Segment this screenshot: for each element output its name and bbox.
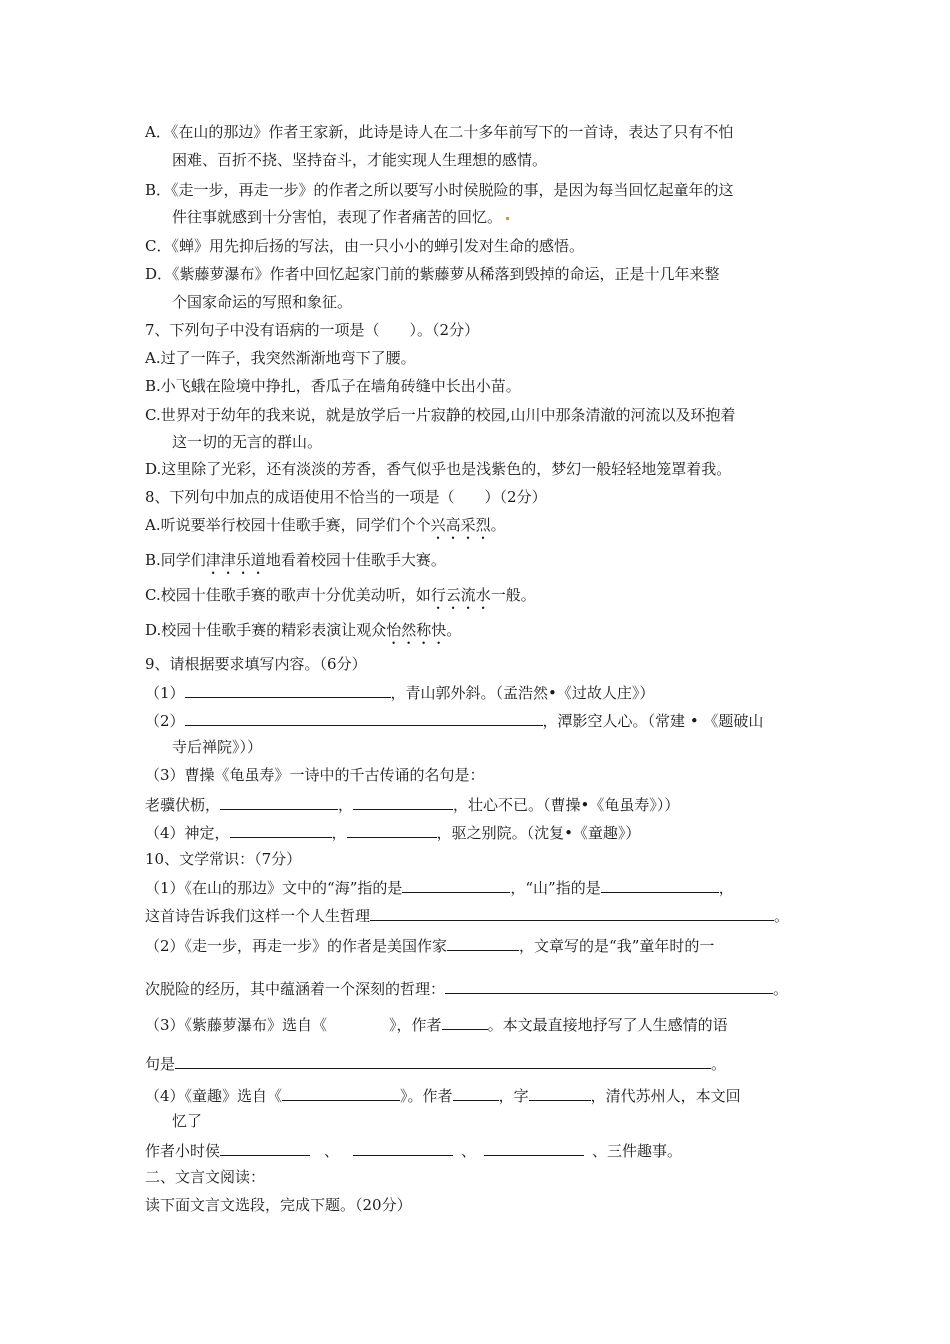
q9-p1-text: ，青山郭外斜。（孟浩然•《过故人庄》） bbox=[390, 684, 655, 702]
q8-c-text: C.校园十佳歌手赛的歌声十分优美动听，如 bbox=[145, 586, 431, 604]
q10-part1 bbox=[145, 876, 734, 898]
q9-p3-blank1[interactable] bbox=[220, 793, 338, 810]
q9-p3-end: ，壮心不已。（曹操•《龟虽寿》）） bbox=[453, 796, 680, 814]
q6-option-b-text: 件往事就感到十分害怕，表现了作者痛苦的回忆。 bbox=[172, 208, 503, 226]
q9-p1-number: （1） bbox=[145, 684, 185, 702]
q6-option-a-line2: 困难、百折不挠、坚持奋斗，才能实现人生理想的感情。 bbox=[172, 151, 548, 169]
q8-d-text: D.校园十佳歌手赛的精彩表演让观众 bbox=[145, 621, 387, 639]
q8-b-idiom: 津津乐道 bbox=[205, 551, 266, 569]
q10-p4-mid1: 》。作者 bbox=[400, 1087, 453, 1105]
q8-a-text: A.听说要举行校园十佳歌手赛，同学们个个 bbox=[145, 516, 431, 534]
q10-p4b-blank2[interactable] bbox=[353, 1139, 453, 1156]
q7-option-d: D.这里除了光彩，还有淡淡的芳香，香气似乎也是浅紫色的，梦幻一般轻轻地笼罩着我。 bbox=[145, 460, 732, 478]
q9-p4-blank2[interactable] bbox=[347, 821, 437, 838]
q10-part2b bbox=[145, 977, 788, 999]
q8-d-end: 。 bbox=[446, 621, 462, 639]
q9-part4 bbox=[145, 821, 640, 843]
q10-p4b-sep1: 、 bbox=[324, 1142, 340, 1160]
q10-p4-text: （4）《童趣》选自《 bbox=[145, 1087, 283, 1105]
q9-p4-blank1[interactable] bbox=[230, 821, 332, 838]
q8-a-end: 。 bbox=[490, 516, 506, 534]
q10-p4-blank1[interactable] bbox=[282, 1084, 400, 1101]
q6-option-c: C．《蝉》用先抑后扬的写法，由一只小小的蝉引发对生命的感悟。 bbox=[145, 237, 584, 255]
q9-part3-stem: （3）曹操《龟虽寿》一诗中的千古传诵的名句是： bbox=[145, 766, 485, 784]
q10-p4b-text: 作者小时侯 bbox=[145, 1142, 221, 1160]
q8-d-idiom: 怡然称快 bbox=[386, 621, 447, 639]
q9-stem: 9、请根据要求填写内容。（6分） bbox=[145, 655, 367, 673]
q8-c-idiom: 行云流水 bbox=[430, 586, 491, 604]
q9-p3-comma: ， bbox=[338, 796, 354, 814]
q10-p1-blank1[interactable] bbox=[402, 876, 510, 893]
q10-part1b bbox=[145, 904, 789, 926]
q9-part1 bbox=[145, 681, 654, 703]
q9-part2 bbox=[145, 709, 763, 731]
q10-p4-blank2[interactable] bbox=[453, 1084, 499, 1101]
q8-stem: 8、下列句中加点的成语使用不恰当的一项是（ ）（2分） bbox=[145, 488, 547, 506]
q10-p4b-end: 、三件趣事。 bbox=[592, 1142, 683, 1160]
q10-p1-text: （1）《在山的那边》文中的“海”指的是 bbox=[145, 879, 403, 897]
q10-p2b-text: 次脱险的经历，其中蕴涵着一个深刻的哲理： bbox=[145, 980, 446, 998]
q10-p4b-sep2: 、 bbox=[461, 1142, 477, 1160]
q8-option-d bbox=[145, 620, 461, 648]
q9-part2-cont: 寺后禅院》）） bbox=[172, 738, 263, 756]
q8-b-text: B.同学们 bbox=[145, 551, 206, 569]
q10-part4b bbox=[145, 1139, 682, 1161]
q10-p1b-text: 这首诗告诉我们这样一个人生哲理 bbox=[145, 907, 371, 925]
q10-part3b bbox=[145, 1052, 726, 1074]
q10-p3b-text: 句是 bbox=[145, 1055, 176, 1073]
q10-p3b-end: 。 bbox=[711, 1055, 727, 1073]
q10-part4-cont: 忆了 bbox=[172, 1112, 203, 1130]
q7-option-c-line1: C.世界对于幼年的我来说，就是放学后一片寂静的校园,山川中那条清澈的河流以及环抱着 bbox=[145, 406, 736, 424]
q10-stem: 10、文学常识：（7分） bbox=[145, 850, 302, 868]
q10-p2-end: ，文章写的是“我”童年时的一 bbox=[519, 937, 715, 955]
q10-part2 bbox=[145, 934, 714, 956]
q6-option-a-line1: A．《在山的那边》作者王家新，此诗是诗人在二十多年前写下的一首诗，表达了只有不怕 bbox=[145, 123, 734, 141]
q6-option-b-line2 bbox=[172, 207, 509, 227]
q10-p3-blank[interactable] bbox=[442, 1013, 488, 1030]
scan-mark bbox=[506, 217, 509, 220]
q8-a-idiom: 兴高采烈 bbox=[430, 516, 491, 534]
q9-p3-text: 老骥伏枥， bbox=[145, 796, 221, 814]
q10-p1b-end: 。 bbox=[774, 907, 790, 925]
q7-option-b: B.小飞蛾在险境中挣扎，香瓜子在墙角砖缝中长出小苗。 bbox=[145, 377, 521, 395]
q7-option-a: A.过了一阵子，我突然渐渐地弯下了腰。 bbox=[145, 349, 416, 367]
q10-p2-blank[interactable] bbox=[447, 934, 519, 951]
q9-p2-blank[interactable] bbox=[185, 709, 543, 726]
q10-p4-blank3[interactable] bbox=[529, 1084, 591, 1101]
q9-p4-comma: ， bbox=[331, 824, 347, 842]
q9-part3 bbox=[145, 793, 679, 815]
section2-title: 二、文言文阅读： bbox=[145, 1168, 266, 1186]
q10-p1-end: ， bbox=[718, 879, 734, 897]
q10-p3-mid: 》，作者 bbox=[389, 1016, 442, 1034]
q10-p4b-blank3[interactable] bbox=[484, 1139, 584, 1156]
q8-option-c bbox=[145, 585, 536, 613]
q10-p4b-blank1[interactable] bbox=[220, 1139, 310, 1156]
q8-c-end: 一般。 bbox=[490, 586, 536, 604]
q9-p2-number: （2） bbox=[145, 712, 185, 730]
q10-p3b-blank[interactable] bbox=[175, 1052, 711, 1069]
q9-p1-blank[interactable] bbox=[185, 681, 391, 698]
q10-part4 bbox=[145, 1084, 741, 1106]
q10-p2b-end: 。 bbox=[773, 980, 789, 998]
q9-p4-text: （4）神定， bbox=[145, 824, 230, 842]
q10-p4-mid2: ，字 bbox=[498, 1087, 529, 1105]
q10-p2-text: （2）《走一步，再走一步》的作者是美国作家 bbox=[145, 937, 448, 955]
q6-option-b-line1: B．《走一步，再走一步》的作者之所以要写小时侯脱险的事，是因为每当回忆起童年的这 bbox=[145, 181, 734, 199]
q10-p1-blank2[interactable] bbox=[601, 876, 719, 893]
q6-option-d-line2: 个国家命运的写照和象征。 bbox=[172, 293, 353, 311]
q9-p4-end: ，驱之别院。（沈复•《童趣》） bbox=[436, 824, 641, 842]
q6-option-d-line1: D．《紫藤萝瀑布》作者中回忆起家门前的紫藤萝从稀落到毁掉的命运，正是十几年来整 bbox=[145, 265, 720, 283]
q7-option-c-line2: 这一切的无言的群山。 bbox=[172, 433, 323, 451]
q10-part3 bbox=[145, 1013, 728, 1035]
q10-p4-end: ，清代苏州人，本文回 bbox=[590, 1087, 741, 1105]
section2-intro: 读下面文言文选段，完成下题。（20分） bbox=[145, 1196, 412, 1214]
q8-option-b bbox=[145, 550, 446, 578]
q10-p2b-blank[interactable] bbox=[445, 977, 773, 994]
q8-option-a bbox=[145, 515, 506, 543]
q10-p3-end: 。本文最直接地抒写了人生感情的语 bbox=[487, 1016, 728, 1034]
q9-p3-blank2[interactable] bbox=[353, 793, 453, 810]
q7-stem: 7、下列句子中没有语病的一项是（ ）。（2分） bbox=[145, 321, 480, 339]
q8-b-end: 地看着校园十佳歌手大赛。 bbox=[265, 551, 446, 569]
q10-p1-mid: ，“山”指的是 bbox=[510, 879, 601, 897]
q10-p1b-blank[interactable] bbox=[370, 904, 774, 921]
q10-p3-text: （3）《紫藤萝瀑布》选自《 bbox=[145, 1016, 328, 1034]
q9-p2-text: ，潭影空人心。（常建 • 《题破山 bbox=[542, 712, 764, 730]
